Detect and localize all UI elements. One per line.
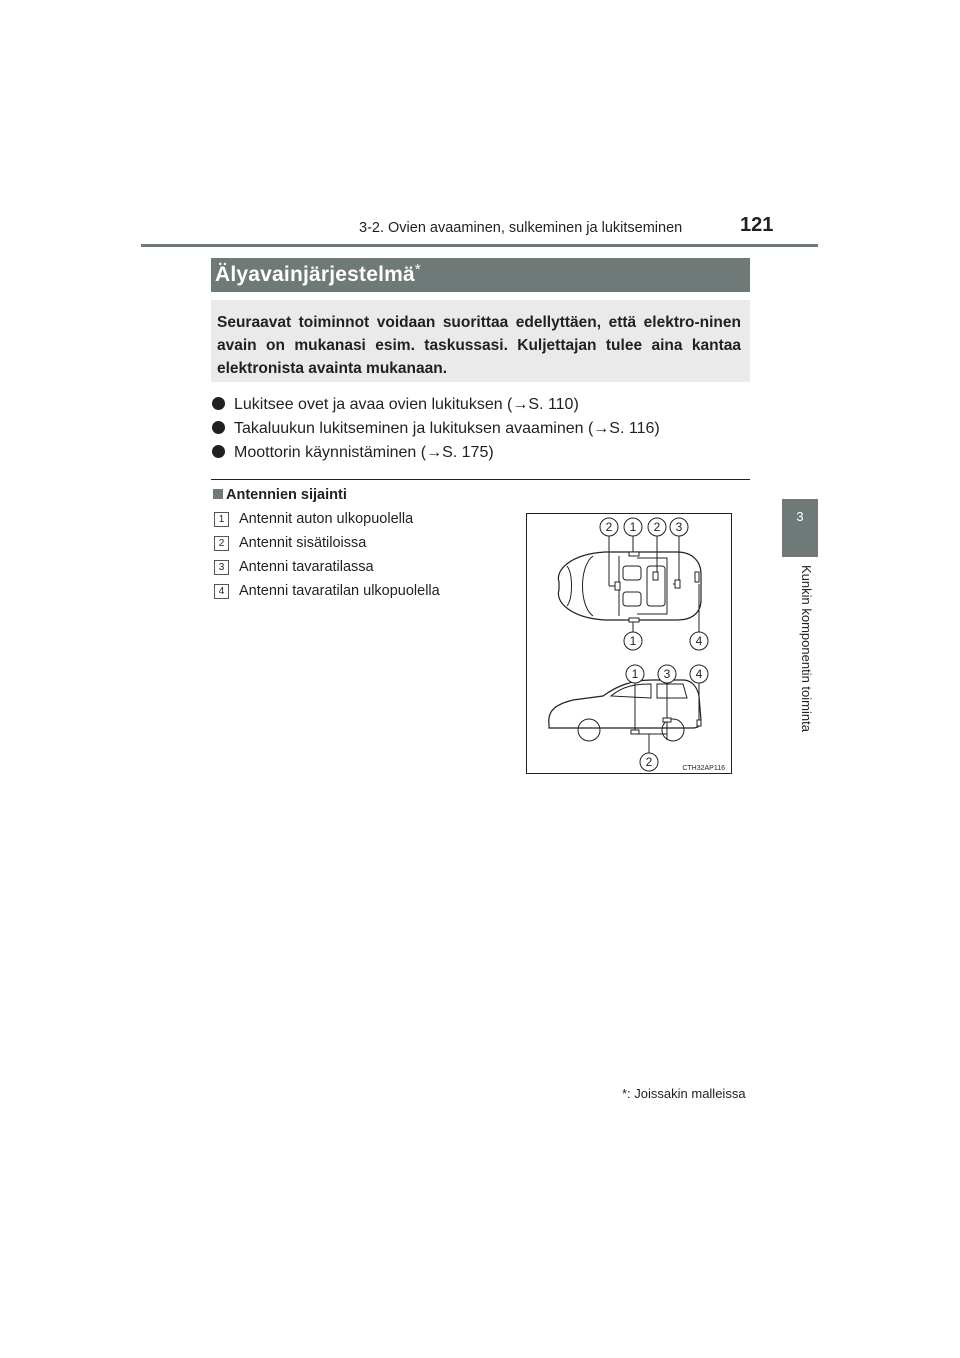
- antenna-list-item: 2 Antennit sisätiloissa: [214, 535, 366, 551]
- callout-label: 4: [695, 667, 703, 681]
- antenna-list-item: 3 Antenni tavaratilassa: [214, 559, 374, 575]
- callout-label: 2: [605, 520, 613, 534]
- subsection-heading: Antennien sijainti: [213, 487, 347, 503]
- bullet-dot-icon: [212, 445, 225, 458]
- callout-number: 3: [214, 560, 229, 575]
- bullet-dot-icon: [212, 397, 225, 410]
- optional-mark: *: [414, 261, 421, 278]
- callout-label: 1: [631, 667, 639, 681]
- antenna-location-figure: [526, 513, 732, 774]
- section-divider: [211, 479, 750, 480]
- running-header: 3-2. Ovien avaaminen, sulkeminen ja lukitseminen: [359, 220, 683, 236]
- section-title: Älyavainjärjestelmä: [215, 263, 415, 286]
- car-side-view-icon: [549, 680, 701, 741]
- bullet-item: Takaluukun lukitseminen ja lukituksen avaaminen (→S. 116): [212, 420, 660, 438]
- footnote: *: Joissakin malleissa: [622, 1086, 746, 1101]
- callout-label: 4: [695, 634, 703, 648]
- page-number: 121: [740, 214, 774, 236]
- bullet-dot-icon: [212, 421, 225, 434]
- callout-label: 2: [653, 520, 661, 534]
- section-title-bar: [211, 258, 750, 292]
- antenna-list-item: 1 Antennit auton ulkopuolella: [214, 511, 413, 527]
- callout-number: 2: [214, 536, 229, 551]
- callout-label: 2: [645, 755, 653, 769]
- square-bullet-icon: [213, 489, 223, 499]
- callout-label: 1: [629, 520, 637, 534]
- antenna-list-item: 4 Antenni tavaratilan ulkopuolella: [214, 583, 440, 599]
- bullet-item: Moottorin käynnistäminen (→S. 175): [212, 444, 494, 462]
- chapter-tab: 3: [782, 499, 818, 557]
- car-diagram: [527, 514, 731, 773]
- callout-label: 3: [663, 667, 671, 681]
- callout-label: 1: [629, 634, 637, 648]
- figure-code: CTH32AP116: [682, 765, 725, 772]
- intro-box: Seuraavat toiminnot voidaan suorittaa edellyttäen, että elektro-ninen avain on mukanasi esim. taskussasi. Kuljettajan tulee aina kantaa elektronista avainta mukanaan.: [211, 300, 750, 382]
- chapter-title: Kunkin komponentin toiminta: [799, 565, 814, 732]
- callout-label: 3: [675, 520, 683, 534]
- bullet-item: Lukitsee ovet ja avaa ovien lukituksen (→S. 110): [212, 396, 579, 414]
- callout-number: 1: [214, 512, 229, 527]
- header-rule: [141, 244, 818, 247]
- callout-number: 4: [214, 584, 229, 599]
